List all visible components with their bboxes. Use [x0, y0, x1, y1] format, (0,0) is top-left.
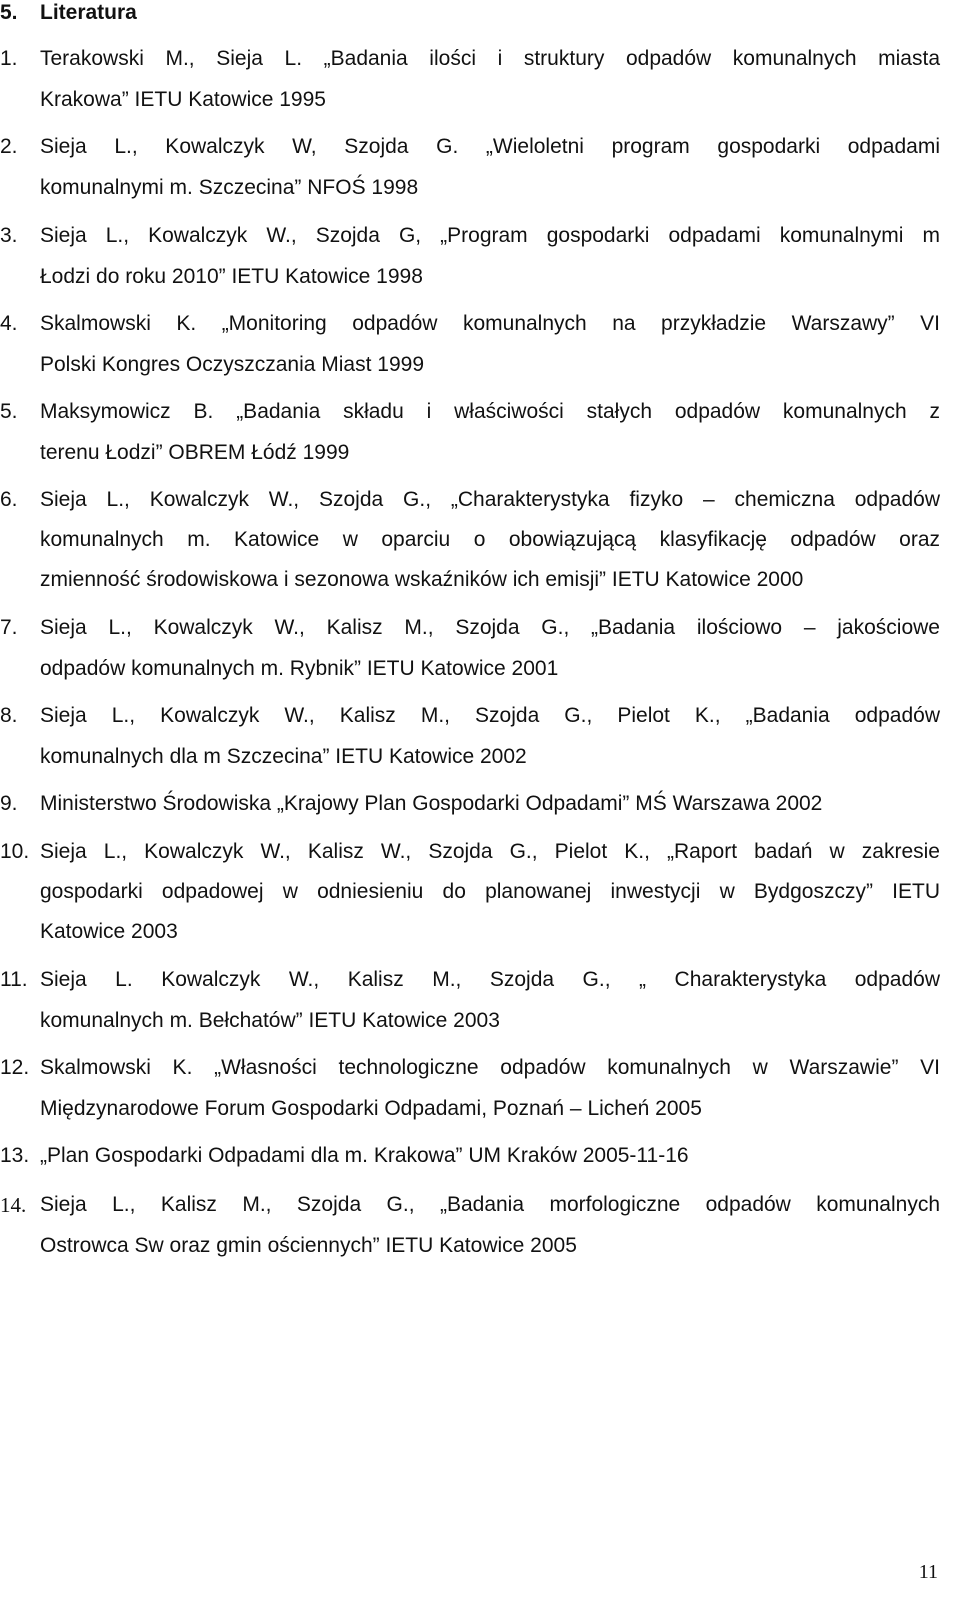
reference-line: Sieja L., Kowalczyk W., Kalisz M., Szojda G., „Badania ilościowo – jakościowe — [40, 616, 940, 639]
reference-line: gospodarki odpadowej w odniesieniu do planowanej inwestycji w Bydgoszczy” IETU — [40, 880, 940, 903]
reference-line: Skalmowski K. „Monitoring odpadów komunalnych na przykładzie Warszawy” VI — [40, 312, 940, 335]
reference-line: Ostrowca Sw oraz gmin ościennych” IETU Katowice 2005 — [40, 1234, 577, 1257]
reference-line: Łodzi do roku 2010” IETU Katowice 1998 — [40, 265, 423, 288]
reference-line: Sieja L., Kalisz M., Szojda G., „Badania morfologiczne odpadów komunalnych — [40, 1193, 940, 1216]
reference-line: Międzynarodowe Forum Gospodarki Odpadami, Poznań – Licheń 2005 — [40, 1097, 702, 1120]
reference-line: Ministerstwo Środowiska „Krajowy Plan Gospodarki Odpadami” MŚ Warszawa 2002 — [40, 792, 823, 815]
reference-line: „Plan Gospodarki Odpadami dla m. Krakowa” UM Kraków 2005-11-16 — [40, 1144, 689, 1167]
reference-line: komunalnych m. Katowice w oparciu o obowiązującą klasyfikację odpadów oraz — [40, 528, 940, 551]
reference-line: komunalnych m. Bełchatów” IETU Katowice 2003 — [40, 1009, 500, 1032]
reference-line: Sieja L., Kowalczyk W., Kalisz W., Szojda G., Pielot K., „Raport badań w zakresie — [40, 840, 940, 863]
reference-number: 13. — [0, 1144, 30, 1167]
reference-line: Terakowski M., Sieja L. „Badania ilości i struktury odpadów komunalnych miasta — [40, 47, 940, 70]
reference-number: 3. — [0, 224, 18, 247]
reference-number: 11. — [0, 968, 28, 991]
reference-number: 5. — [0, 400, 18, 423]
reference-line: odpadów komunalnych m. Rybnik” IETU Katowice 2001 — [40, 657, 559, 680]
reference-number: 2. — [0, 135, 18, 158]
section-number: 5. — [0, 1, 18, 24]
reference-line: Sieja L. Kowalczyk W., Kalisz M., Szojda G., „ Charakterystyka odpadów — [40, 968, 940, 991]
reference-number: 4. — [0, 312, 18, 335]
reference-number: 1. — [0, 47, 18, 70]
reference-line: Sieja L., Kowalczyk W., Szojda G., „Charakterystyka fizyko – chemiczna odpadów — [40, 488, 940, 511]
reference-line: Sieja L., Kowalczyk W, Szojda G. „Wieloletni program gospodarki odpadami — [40, 135, 940, 158]
reference-number: 12. — [0, 1056, 30, 1079]
reference-line: komunalnych dla m Szczecina” IETU Katowice 2002 — [40, 745, 527, 768]
reference-line: Skalmowski K. „Własności technologiczne odpadów komunalnych w Warszawie” VI — [40, 1056, 940, 1079]
reference-number: 10. — [0, 840, 30, 863]
section-title: Literatura — [40, 1, 137, 24]
reference-line: zmienność środowiskowa i sezonowa wskaźników ich emisji” IETU Katowice 2000 — [40, 568, 804, 591]
reference-line: Sieja L., Kowalczyk W., Kalisz M., Szojda G., Pielot K., „Badania odpadów — [40, 704, 940, 727]
reference-number: 14. — [0, 1193, 27, 1217]
reference-number: 9. — [0, 792, 18, 815]
reference-line: Krakowa” IETU Katowice 1995 — [40, 88, 326, 111]
reference-line: komunalnymi m. Szczecina” NFOŚ 1998 — [40, 176, 419, 199]
reference-line: Sieja L., Kowalczyk W., Szojda G, „Program gospodarki odpadami komunalnymi m — [40, 224, 940, 247]
reference-line: Katowice 2003 — [40, 920, 178, 943]
reference-number: 7. — [0, 616, 18, 639]
section-heading — [0, 0, 300, 28]
reference-number: 6. — [0, 488, 18, 511]
reference-line: Polski Kongres Oczyszczania Miast 1999 — [40, 353, 424, 376]
reference-number: 8. — [0, 704, 18, 727]
reference-line: terenu Łodzi” OBREM Łódź 1999 — [40, 441, 350, 464]
page-number: 11 — [918, 1561, 938, 1583]
reference-line: Maksymowicz B. „Badania składu i właściwości stałych odpadów komunalnych z — [40, 400, 940, 423]
